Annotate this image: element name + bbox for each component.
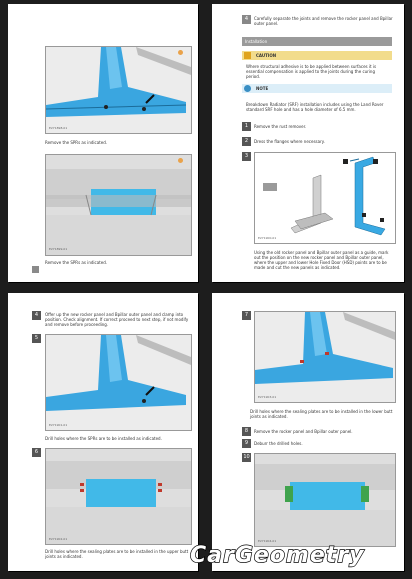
cargeometry-logo <box>190 543 405 575</box>
figure-ref: E271900-01 <box>258 236 277 240</box>
manual-page-1 <box>8 4 198 282</box>
step-text: Remove the rust remover. <box>254 124 307 129</box>
caution-title: CAUTION <box>256 53 277 58</box>
figure-caption: Remove the SPRs as indicated. <box>45 260 108 265</box>
figure-sealing-plates-upper <box>45 448 192 545</box>
panel-cut-illustration <box>255 153 395 243</box>
body-panel-illustration <box>46 47 191 133</box>
step-number: 8 <box>242 427 251 436</box>
step-number: 6 <box>32 448 41 457</box>
info-icon <box>244 85 251 92</box>
warning-icon <box>244 52 251 59</box>
step-number: 1 <box>242 122 251 131</box>
step-number: 4 <box>32 311 41 320</box>
step-text: Remove the rocker panel and Bpillar outer panel. <box>254 429 353 434</box>
figure-caption: Remove the SPRs as indicated. <box>45 140 108 145</box>
step-number: 3 <box>242 152 251 161</box>
step-number: 2 <box>242 137 251 146</box>
figure-panel-cut <box>254 152 396 244</box>
figure-rocker-spr <box>45 154 192 256</box>
section-heading: Installation <box>242 37 392 46</box>
step-text: Dress the flanges where necessary. <box>254 139 325 144</box>
step-number: 7 <box>242 311 251 320</box>
step-text: Carefully separate the joints and remove the rocker panel and Bpillar outer panel. <box>254 16 393 26</box>
figure-ref: E271904-01 <box>258 539 277 543</box>
figure-caption: Drill holes where the sealing plates are to be installed in the upper butt joints as indicated. <box>45 549 189 559</box>
figure-sealing-plates-lower <box>254 311 396 403</box>
marker-dot <box>178 50 183 55</box>
rocker-panel-illustration <box>46 155 191 255</box>
note-text: Breakdown Radiator (SRF) installation includes using the Land Rover standard SRF hole and has a hole diameter of 6.5 mm. <box>246 102 384 112</box>
step-number: 4 <box>242 15 251 24</box>
step-number: 9 <box>242 439 251 448</box>
step-text: Using the old rocker panel and Bpillar outer panel as a guide, mark out the position on the new rocker panel and Bpillar outer panel, where the upper and lower Hole Fixed Door (HSD) points are to be made and cut the new panels as indicated. <box>254 250 389 270</box>
figure-ref: E271902-01 <box>49 537 68 541</box>
figure-a-pillar-spr <box>45 46 192 134</box>
figure-ref: E271901-01 <box>49 423 68 427</box>
figure-drill-spr <box>45 334 192 431</box>
page-marker-icon <box>32 266 39 273</box>
manual-page-4 <box>212 293 404 571</box>
figure-ref: E271903-01 <box>258 395 277 399</box>
manual-page-2 <box>212 4 404 282</box>
note-heading <box>242 84 392 93</box>
figure-deburr-holes <box>254 453 396 547</box>
step-number: 5 <box>32 334 41 343</box>
figure-caption: Drill holes where the SPRs are to be installed as indicated. <box>45 436 162 441</box>
step-number: 10 <box>243 454 250 460</box>
caution-heading <box>242 51 392 60</box>
figure-caption: Drill holes where the sealing plates are to be installed in the lower butt joints as indicated. <box>250 409 393 419</box>
a-pillar-illustration <box>255 312 395 402</box>
rocker-panel-illustration <box>255 454 395 546</box>
marker-dot <box>178 158 183 163</box>
a-pillar-illustration <box>46 335 191 430</box>
step-text: Offer up the new rocker panel and Bpillar outer panel and clamp into position. Check alignment. If correct proceed to next step, if not modify and remove before proceeding. <box>45 312 189 327</box>
figure-ref: E271899-01 <box>49 247 68 251</box>
logo-text: CarGeometry <box>190 543 365 568</box>
note-title: NOTE <box>256 86 269 91</box>
step-text: Deburr the drilled holes. <box>254 441 303 446</box>
figure-ref: E271898-01 <box>49 126 68 130</box>
manual-page-3 <box>8 293 198 571</box>
rocker-panel-illustration <box>46 449 191 544</box>
caution-text: Where structural adhesive is to be applied between surfaces it is essential compensation is applied to the joints during the curing period. <box>246 64 377 79</box>
